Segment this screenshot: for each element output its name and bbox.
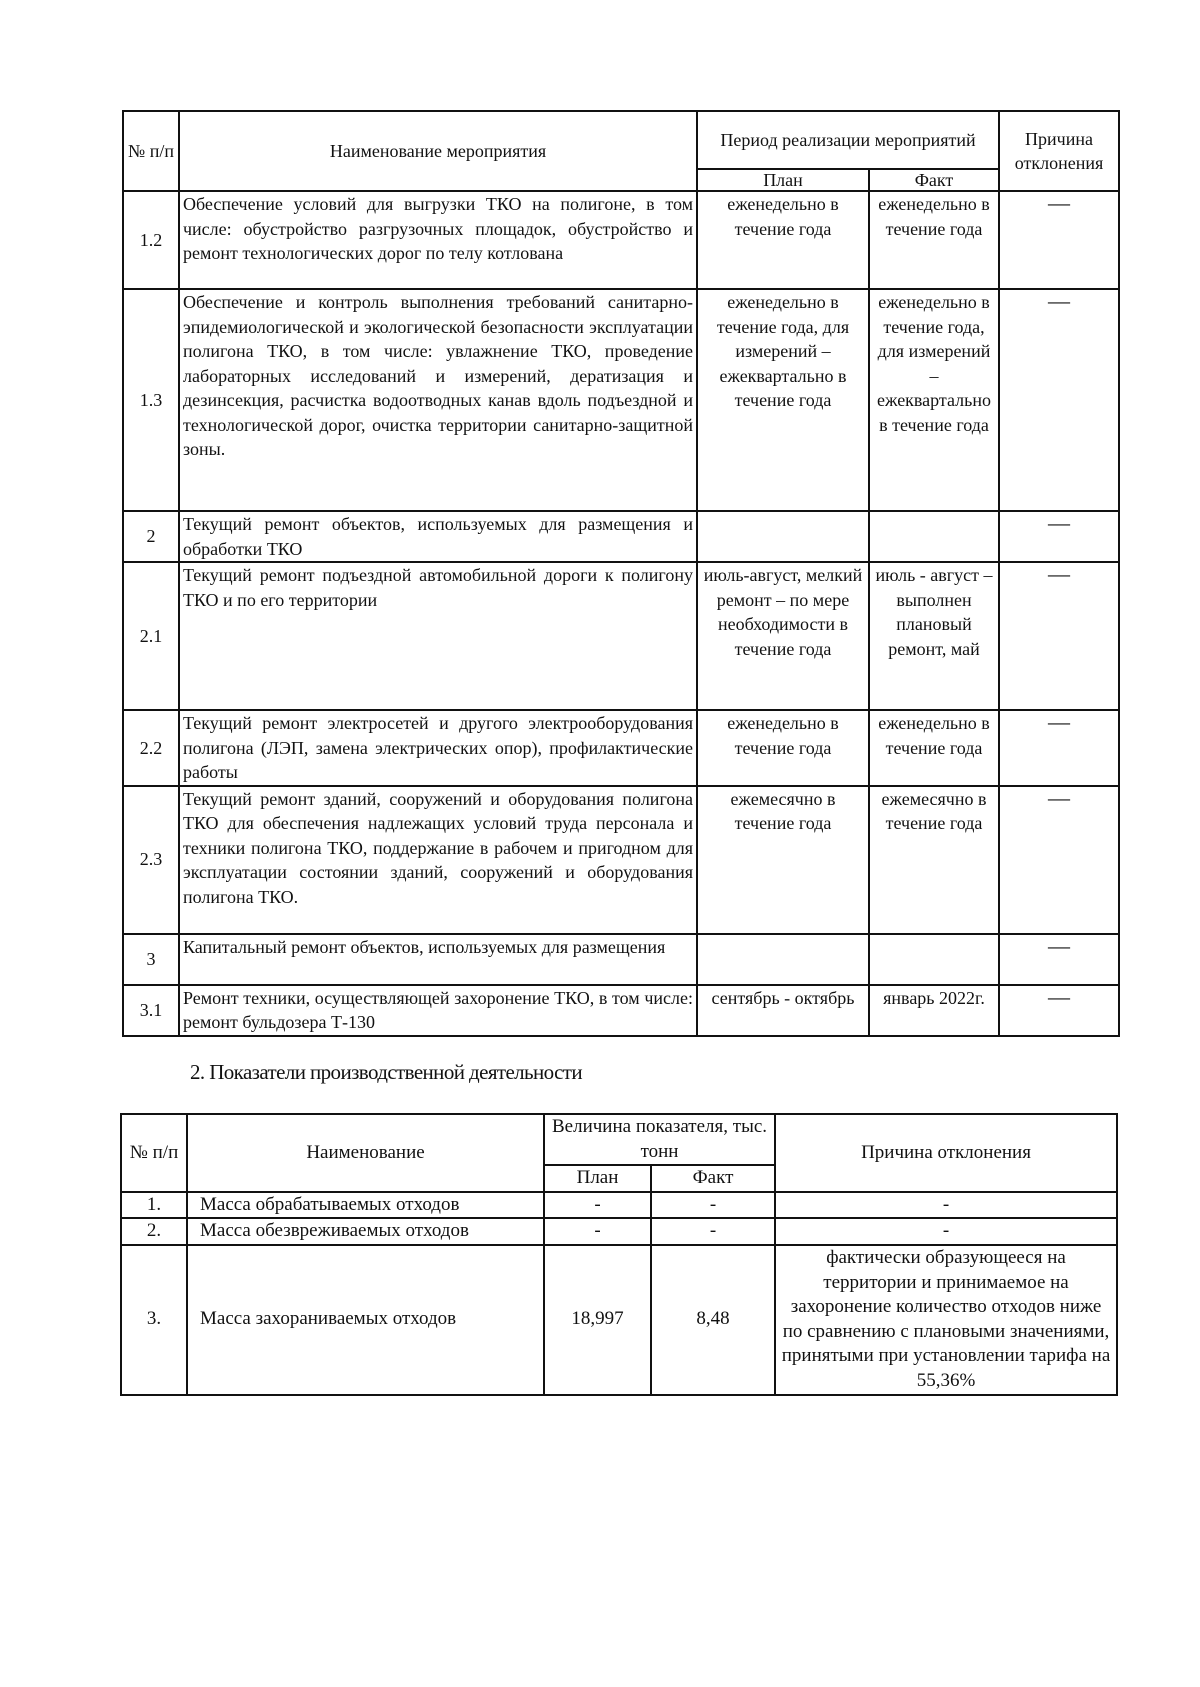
table-row	[123, 710, 1119, 786]
row-plan: -	[544, 1218, 651, 1245]
col-header-name: Наименование	[187, 1114, 544, 1192]
row-name: Текущий ремонт объектов, используемых для размещения и обработки ТКО	[179, 511, 697, 562]
row-reason: —	[999, 191, 1119, 289]
col-header-value: Величина показателя, тыс. тонн	[544, 1114, 775, 1165]
table-row	[121, 1218, 1117, 1245]
row-num: 2	[123, 511, 179, 562]
row-num: 2.1	[123, 562, 179, 710]
table-row	[121, 1245, 1117, 1395]
row-fact: еженедельно в течение года, для измерений – ежеквартально в течение года	[869, 289, 999, 511]
table-row	[121, 1192, 1117, 1219]
row-fact: еженедельно в течение года	[869, 710, 999, 786]
row-num: 2.	[121, 1218, 187, 1245]
col-header-name: Наименование мероприятия	[179, 111, 697, 191]
row-name: Масса обрабатываемых отходов	[187, 1192, 544, 1219]
row-name: Масса захораниваемых отходов	[187, 1245, 544, 1395]
col-header-fact: Факт	[869, 169, 999, 191]
row-reason: —	[999, 562, 1119, 710]
table-row	[123, 985, 1119, 1036]
table-row	[123, 191, 1119, 289]
row-num: 1.2	[123, 191, 179, 289]
row-name: Текущий ремонт электросетей и другого электрооборудования полигона (ЛЭП, замена электрических опор), профилактические работы	[179, 710, 697, 786]
row-name: Ремонт техники, осуществляющей захоронение ТКО, в том числе: ремонт бульдозера Т-130	[179, 985, 697, 1036]
table-row	[123, 511, 1119, 562]
row-reason: -	[775, 1192, 1117, 1219]
col-header-fact: Факт	[651, 1165, 775, 1192]
row-num: 2.3	[123, 786, 179, 934]
row-reason: фактически образующееся на территории и принимаемое на захоронение количество отходов ниже по сравнению с плановыми значениями, принятыми при установлении тарифа на 55,36%	[775, 1245, 1117, 1395]
row-plan: еженедельно в течение года	[697, 191, 869, 289]
row-fact: 8,48	[651, 1245, 775, 1395]
col-header-reason: Причина отклонения	[775, 1114, 1117, 1192]
col-header-plan: План	[697, 169, 869, 191]
indicators-table	[120, 1113, 1118, 1396]
row-name: Обеспечение условий для выгрузки ТКО на полигоне, в том числе: обустройство разгрузочных площадок, обустройство и ремонт технологических дорог по телу котлована	[179, 191, 697, 289]
section-heading: 2. Показатели производственной деятельности	[190, 1060, 583, 1084]
row-reason: —	[999, 289, 1119, 511]
row-reason: —	[999, 985, 1119, 1036]
row-reason: —	[999, 511, 1119, 562]
row-fact: январь 2022г.	[869, 985, 999, 1036]
row-num: 3.1	[123, 985, 179, 1036]
row-reason: —	[999, 786, 1119, 934]
row-reason: —	[999, 710, 1119, 786]
row-fact: ежемесячно в течение года	[869, 786, 999, 934]
row-num: 2.2	[123, 710, 179, 786]
row-name: Текущий ремонт подъездной автомобильной дороги к полигону ТКО и по его территории	[179, 562, 697, 710]
table-row	[123, 562, 1119, 710]
row-name: Текущий ремонт зданий, сооружений и оборудования полигона ТКО для обеспечения надлежащих условий труда персонала и техники полигона ТКО, поддержание в рабочем и пригодном для эксплуатации состоянии зданий, сооружений и оборудования полигона ТКО.	[179, 786, 697, 934]
row-fact: еженедельно в течение года	[869, 191, 999, 289]
row-plan: еженедельно в течение года, для измерений – ежеквартально в течение года	[697, 289, 869, 511]
row-plan	[697, 511, 869, 562]
row-fact: -	[651, 1192, 775, 1219]
row-fact: июль - август – выполнен плановый ремонт, май	[869, 562, 999, 710]
row-name: Капитальный ремонт объектов, используемых для размещения	[179, 934, 697, 985]
row-fact	[869, 934, 999, 985]
col-header-num: № п/п	[123, 111, 179, 191]
row-plan	[697, 934, 869, 985]
col-header-period: Период реализации мероприятий	[697, 111, 999, 169]
row-plan: сентябрь - октябрь	[697, 985, 869, 1036]
row-fact: -	[651, 1218, 775, 1245]
row-plan: еженедельно в течение года	[697, 710, 869, 786]
row-name: Обеспечение и контроль выполнения требований санитарно-эпидемиологической и экологической безопасности эксплуатации полигона ТКО, в том числе: увлажнение ТКО, проведение лабораторных исследований и измерений, дератизация и дезинсекция, расчистка водоотводных канав вдоль подъездной и технологической дорог, очистка территории санитарно-защитной зоны.	[179, 289, 697, 511]
row-num: 3.	[121, 1245, 187, 1395]
col-header-plan: План	[544, 1165, 651, 1192]
row-num: 1.	[121, 1192, 187, 1219]
row-plan: 18,997	[544, 1245, 651, 1395]
row-num: 1.3	[123, 289, 179, 511]
row-plan: -	[544, 1192, 651, 1219]
row-fact	[869, 511, 999, 562]
row-plan: ежемесячно в течение года	[697, 786, 869, 934]
col-header-num: № п/п	[121, 1114, 187, 1192]
activities-table	[122, 110, 1120, 1037]
row-reason: -	[775, 1218, 1117, 1245]
row-reason: —	[999, 934, 1119, 985]
row-plan: июль-август, мелкий ремонт – по мере необходимости в течение года	[697, 562, 869, 710]
row-num: 3	[123, 934, 179, 985]
table-row	[123, 289, 1119, 511]
table-row	[123, 786, 1119, 934]
col-header-reason: Причина отклонения	[999, 111, 1119, 191]
table-row	[123, 934, 1119, 985]
row-name: Масса обезвреживаемых отходов	[187, 1218, 544, 1245]
